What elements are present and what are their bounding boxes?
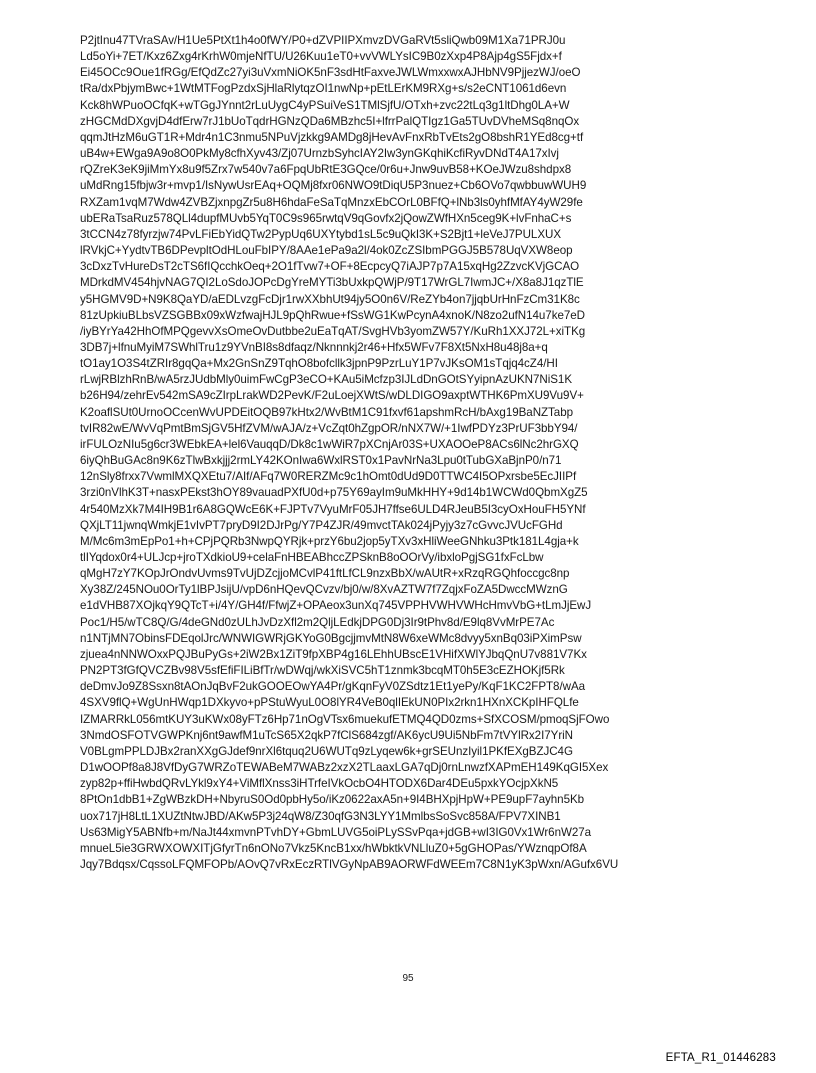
encoded-text-block: [80, 33, 740, 873]
text-line: zjuea4nNNWOxxPQJBuPyGs+2iW2Bx1ZiT9fpXBP4g16LEhhUBscE1VHifXWlYJbqQnU7v881V7Kx: [80, 647, 587, 661]
text-line: P2jtInu47TVraSAv/H1Ue5PtXt1h4o0fWY/P0+dZVPIIPXmvzDVGaRVt5sliQwb09M1Xa71PRJ0u: [80, 34, 566, 47]
text-line: uB4w+EWga9A9o8O0PkMy8cfhXyv43/Zj07UrnzbSyhcIAY2Iw3ynGKqhiKcfiRyvDNdT4A17xIvj: [80, 147, 559, 161]
text-line: mnueL5ie3GRWXOWXITjGfyrTn6nONo7Vkz5KncB1xx/hWbktkVNLluZ0+5gGHOPas/YWznqpOf8A: [80, 841, 587, 855]
text-line: uox717jH8LtL1XUZtNtwJBD/AKw5P3j24qW8/Z30qfG3N3LYY1MmlbsSoSvc858A/FPV7XINB1: [80, 809, 561, 823]
text-line: y5HGMV9D+N9K8QaYD/aEDLvzgFcDjr1rwXXbhUt94jy5O0n6V/ReZYb4on7jjqbUrHnFzCm31K8c: [80, 292, 580, 306]
text-line: zyp82p+ffiHwbdQRvLYkl9xY4+ViMflXnss3iHTrfeIVkOcbO4HTODX6Dar4DEu5pxkYOcjpXkN5: [80, 777, 559, 791]
text-line: Us63MigY5ABNfb+m/NaJt44xmvnPTvhDY+GbmLUVG5oiPLySSvPqa+jdGB+wI3IG0Vx1Wr6nW27a: [80, 825, 592, 839]
text-line: RXZam1vqM7Wdw4ZVBZjxnpgZr5u8H6hdaFeSaTqMnzxEbCOrL0BFfQ+lNb3ls0yhfMfAY4yW29fe: [80, 195, 583, 209]
text-line: lRVkjC+YydtvTB6DPevpltOdHLouFbIPY/8AAe1ePa9a2l/4ok0ZcZSIbmPGGJ5B578UqVXW8eop: [80, 244, 573, 258]
text-line: 81zUpkiuBLbsVZSGBBx09xWzfwajHJL9pQhRwue+fSsWG1KwPcynA4xnoK/N8zo2ufN14u7ke7eD: [80, 308, 585, 322]
text-line: 6iyQhBuGAc8n9K6zTlwBxkjjj2rmLY42KOnIwa6WxlRST0x1PavNrNa3Lpu0tTubGXaBjnP0/n71: [80, 454, 562, 468]
text-line: /iyBYrYa42HhOfMPQgevvXsOmeOvDutbbe2uEaTqAT/SvgHVb3yomZW57Y/KuRh1XXJ72L+xiTKg: [80, 324, 586, 338]
text-line: K2oaflSUt0UrnoOCcenWvUPDEitOQB97kHtx2/WvBtM1C91fxvf61apshmRcH/bAxg19BaNZTabp: [80, 405, 573, 419]
text-line: deDmvJo9Z8Ssxn8tAOnJqBvF2ukGOOEOwYA4Pr/gKqnFyV0ZSdtz1Et1yePy/KqF1KC2FPT8/wAa: [80, 680, 586, 694]
text-line: tvIR82wE/WvVqPmtBmSjGV5HfZVM/wAJA/z+VcZqt0hZgpOR/nNX7W/+1IwfPDYz3PrUF3bbY94/: [80, 421, 578, 435]
text-line: 8PtOn1dbB1+ZgWBzkDH+NbyruS0Od0pbHy5o/iKz0622axA5n+9I4BHXpjHpW+PE9upF7ayhn5Kb: [80, 793, 585, 807]
text-line: Xy38Z/245NOu0OrTy1lBPJsijU/vpD6nHQevQCvzv/bj0/w/8XvAZTW7f7ZqjxFoZA5DwccMWznG: [80, 583, 568, 597]
text-line: ubERaTsaRuz578QLl4dupfMUvb5YqT0C9s965rwtqV9qGovfx2jQowZWfHXn5ceg9K+lvFnhaC+s: [80, 211, 572, 225]
text-line: IZMARRkL056mtKUY3uKWx08yFTz6Hp71nOgVTsx6muekufETMQ4QD0zms+SfXCOSM/pmoqSjFOwo: [80, 712, 610, 726]
text-line: 3DB7j+lfnuMyiM7SWhlTru1z9YVnBI8s8dfaqz/Nknnnkj2r46+Hfx5WFv7F8Xt5NxH8u48j8a+q: [80, 340, 548, 354]
text-line: Jqy7Bdqsx/CqssoLFQMFOPb/AOvQ7vRxEczRTlVGyNpAB9AORWFdWEEm7C8N1yK3pWxn/AGufx6VU: [80, 857, 619, 871]
text-line: 4r540MzXk7M4IH9B1r6A8GQWcE6K+FJPTv7VyuMrF05JH7ffse6ULD4RJeuB5I3cyOxHouFH5YNf: [80, 502, 586, 516]
text-line: PN2PT3fGfQVCZBv98V5sfEfiFILiBfTr/wDWqj/wkXiSVC5hT1znmk3bcqMT0h5E3cEZHOKjf5Rk: [80, 664, 565, 678]
text-line: M/Mc6m3mEpPo1+h+CPjPQRb3NwpQYRjk+przY6bu2jop5yTXv3xHliWeeGNhku3Ptk181L4gja+k: [80, 534, 579, 548]
bates-stamp: EFTA_R1_01446283: [665, 1052, 776, 1064]
text-line: rLwjRBlzhRnB/wA5rzJUdbMly0uimFwCgP3eCO+KAu5iMcfzp3IJLdDnGOtSYyipnAzUKN7NiS1K: [80, 373, 573, 387]
text-line: uMdRng15fbjw3r+mvp1/IsNywUsrEAq+OQMj8fxr06NWO9tDiqU5P3nuez+Cb6OVo7qwbbuwWUH9: [80, 179, 587, 193]
text-line: tRa/dxPbjymBwc+1WtMTFogPzdxSjHlaRlytqzOI1nwNp+pEtLErKM9RXg+s/s2eCNT1061d6evn: [80, 82, 567, 96]
text-line: Poc1/H5/wTC8Q/G/4deGNd0zULhJvDzXfl2m2QljLEdkjDPG0Dj3Ir9tPhv8d/E9lq8VvMrPE7Ac: [80, 615, 555, 629]
text-line: Ei45OCc9Oue1fRGg/EfQdZc27yi3uVxmNiOK5nF3sdHtFaxveJWLWmxxwxAJHbNV9PjjezWJ/oeO: [80, 66, 581, 80]
text-line: 4SXV9flQ+WgUnHWqp1DXkyvo+pPStuWyuL0O8lYR4VeB0qlIEkUN0PIx2rkn1HXnXCKpIHFQLfe: [80, 696, 579, 710]
text-line: tlIYqdox0r4+ULJcp+jroTXdkioU9+celaFnHBEABhccZPSknB8oOOrVy/ibxloPgjSG1fxFcLbw: [80, 551, 544, 564]
text-line: 12nSly8frxx7VwmlMXQXEtu7/AIf/AFq7W0RERZMc9c1hOmt0dUd9D0TTWC4I5OPxrsbe5EcJIIPf: [80, 470, 577, 484]
text-line: QXjLT11jwnqWmkjE1vIvPT7pryD9I2DJrPg/Y7P4ZJR/49mvctTAk024jPyjy3z7cGvvcJVUcFGHd: [80, 518, 563, 532]
text-line: b26H94/zehrEv542mSA9cZIrpLrakWD2PevK/F2uLoejXWtS/wDLDIGO9axptWTHK6PmXU9Vu9V+: [80, 389, 584, 403]
text-line: V0BLgmPPLDJBx2ranXXgGJdef9nrXl6tquq2U6WUTq9zLyqew6k+grSEUnzIyil1PKfEXgBZJC4G: [80, 744, 573, 758]
text-line: zHGCMdDXgvjD4dfErw7rJ1bUoTqdrHGNzQDa6MBzhc5I+lfrrPalQTIgz1Ga5TUvDVheMSq8nqOx: [80, 114, 580, 128]
text-line: 3cDxzTvHureDsT2cTS6fIQcchkOeq+2O1fTvw7+OF+8EcpcyQ7iAJP7p7A15xqHg2ZzvcKVjGCAO: [80, 260, 580, 274]
text-line: n1NTjMN7ObinsFDEqolJrc/WNWIGWRjGKYoG0BgcjjmvMtN8W6xeWMc8dvyy5xnBq03iPXimPsw: [80, 631, 582, 645]
text-line: qMgH7zY7KOpJrOndvUvms9TvUjDZcjjoMCvlP41ftLfCL9nzxBbX/wAUtR+xRzqRGQhfoccgc8np: [80, 567, 570, 581]
text-line: e1dVHB87XOjkqY9QTcT+i/4Y/GH4f/FfwjZ+OPAeox3unXq745VPPHVWHVWHcHmvVbG+tLmJjEwJ: [80, 599, 592, 613]
text-line: qqmJtHzM6uGT1R+Mdr4n1C3nmu5NPuVjzkkg9AMDg8jHevAvFnxRbTvEts2gO8bshR1YEd8cg+tf: [80, 130, 584, 144]
text-line: Ld5oYi+7ET/Kxz6Zxg4rKrhW0mjeNfTU/U26Kuu1eT0+vvVWLYsIC9B0zXxp4P8Ajp4gS5Fjdx+f: [80, 50, 562, 64]
text-line: 3rzi0nVlhK3T+nasxPEkst3hOY89vauadPXfU0d+p75Y69ayIm9uMkHHY+9d14b1WCWd0QbmXgZ5: [80, 486, 588, 500]
text-line: Kck8hWPuoOCfqK+wTGgJYnnt2rLuUygC4yPSuiVeS1TMlSjfU/OTxh+zvc22tLq3g1ltDhg0LA+W: [80, 98, 570, 112]
text-line: 3tCCN4z78fyrzjw74PvLFiEbYidQTw2PypUq6UXYtybd1sL5c9uQkI3K+S2Bjt1+leVeJ7PULXUX: [80, 227, 562, 241]
text-line: 3NmdOSFOTVGWPKnj6nt9awfM1uTcS65X2qkP7fClS684zgf/AK6ycU9Ui5NbFm7tVYlRx2I7YriN: [80, 728, 573, 742]
page-number: 95: [402, 973, 414, 984]
text-line: irFULOzNIu5g6cr3WEbkEA+lel6VauqqD/Dk8c1wWiR7pXCnjAr03S+UXAOOeP8ACs6lNc2hrGXQ: [80, 437, 579, 451]
text-line: MDrkdMV454hjvNAG7QI2LoSdoJOPcDgYreMYTi3bUxkpQWjP/9T17WrGL7IwmJC+/X8a8J1qzTlE: [80, 276, 584, 290]
text-line: rQZreK3eK9jiMmYx8u9f5Zrx7w540v7a6FpqUbRtE3GQce/0r6u+Jnw9uvB58+KOeJWzu8shdpx8: [80, 163, 572, 177]
text-line: tO1ay1O3S4tZRIr8gqQa+Mx2GnSnZ9TqhO8bofcllk3jpnP9PzrLuY1P7vJKsOM1sTqjq4cZ4/HI: [80, 357, 558, 371]
text-line: D1wOOPf8a8J8VfDyG7WRZoTEWABeM7WABz2xzX2TLaaxLGA7qDj0rnLnwzfXAPmEH149KqGI5Xex: [80, 761, 609, 775]
